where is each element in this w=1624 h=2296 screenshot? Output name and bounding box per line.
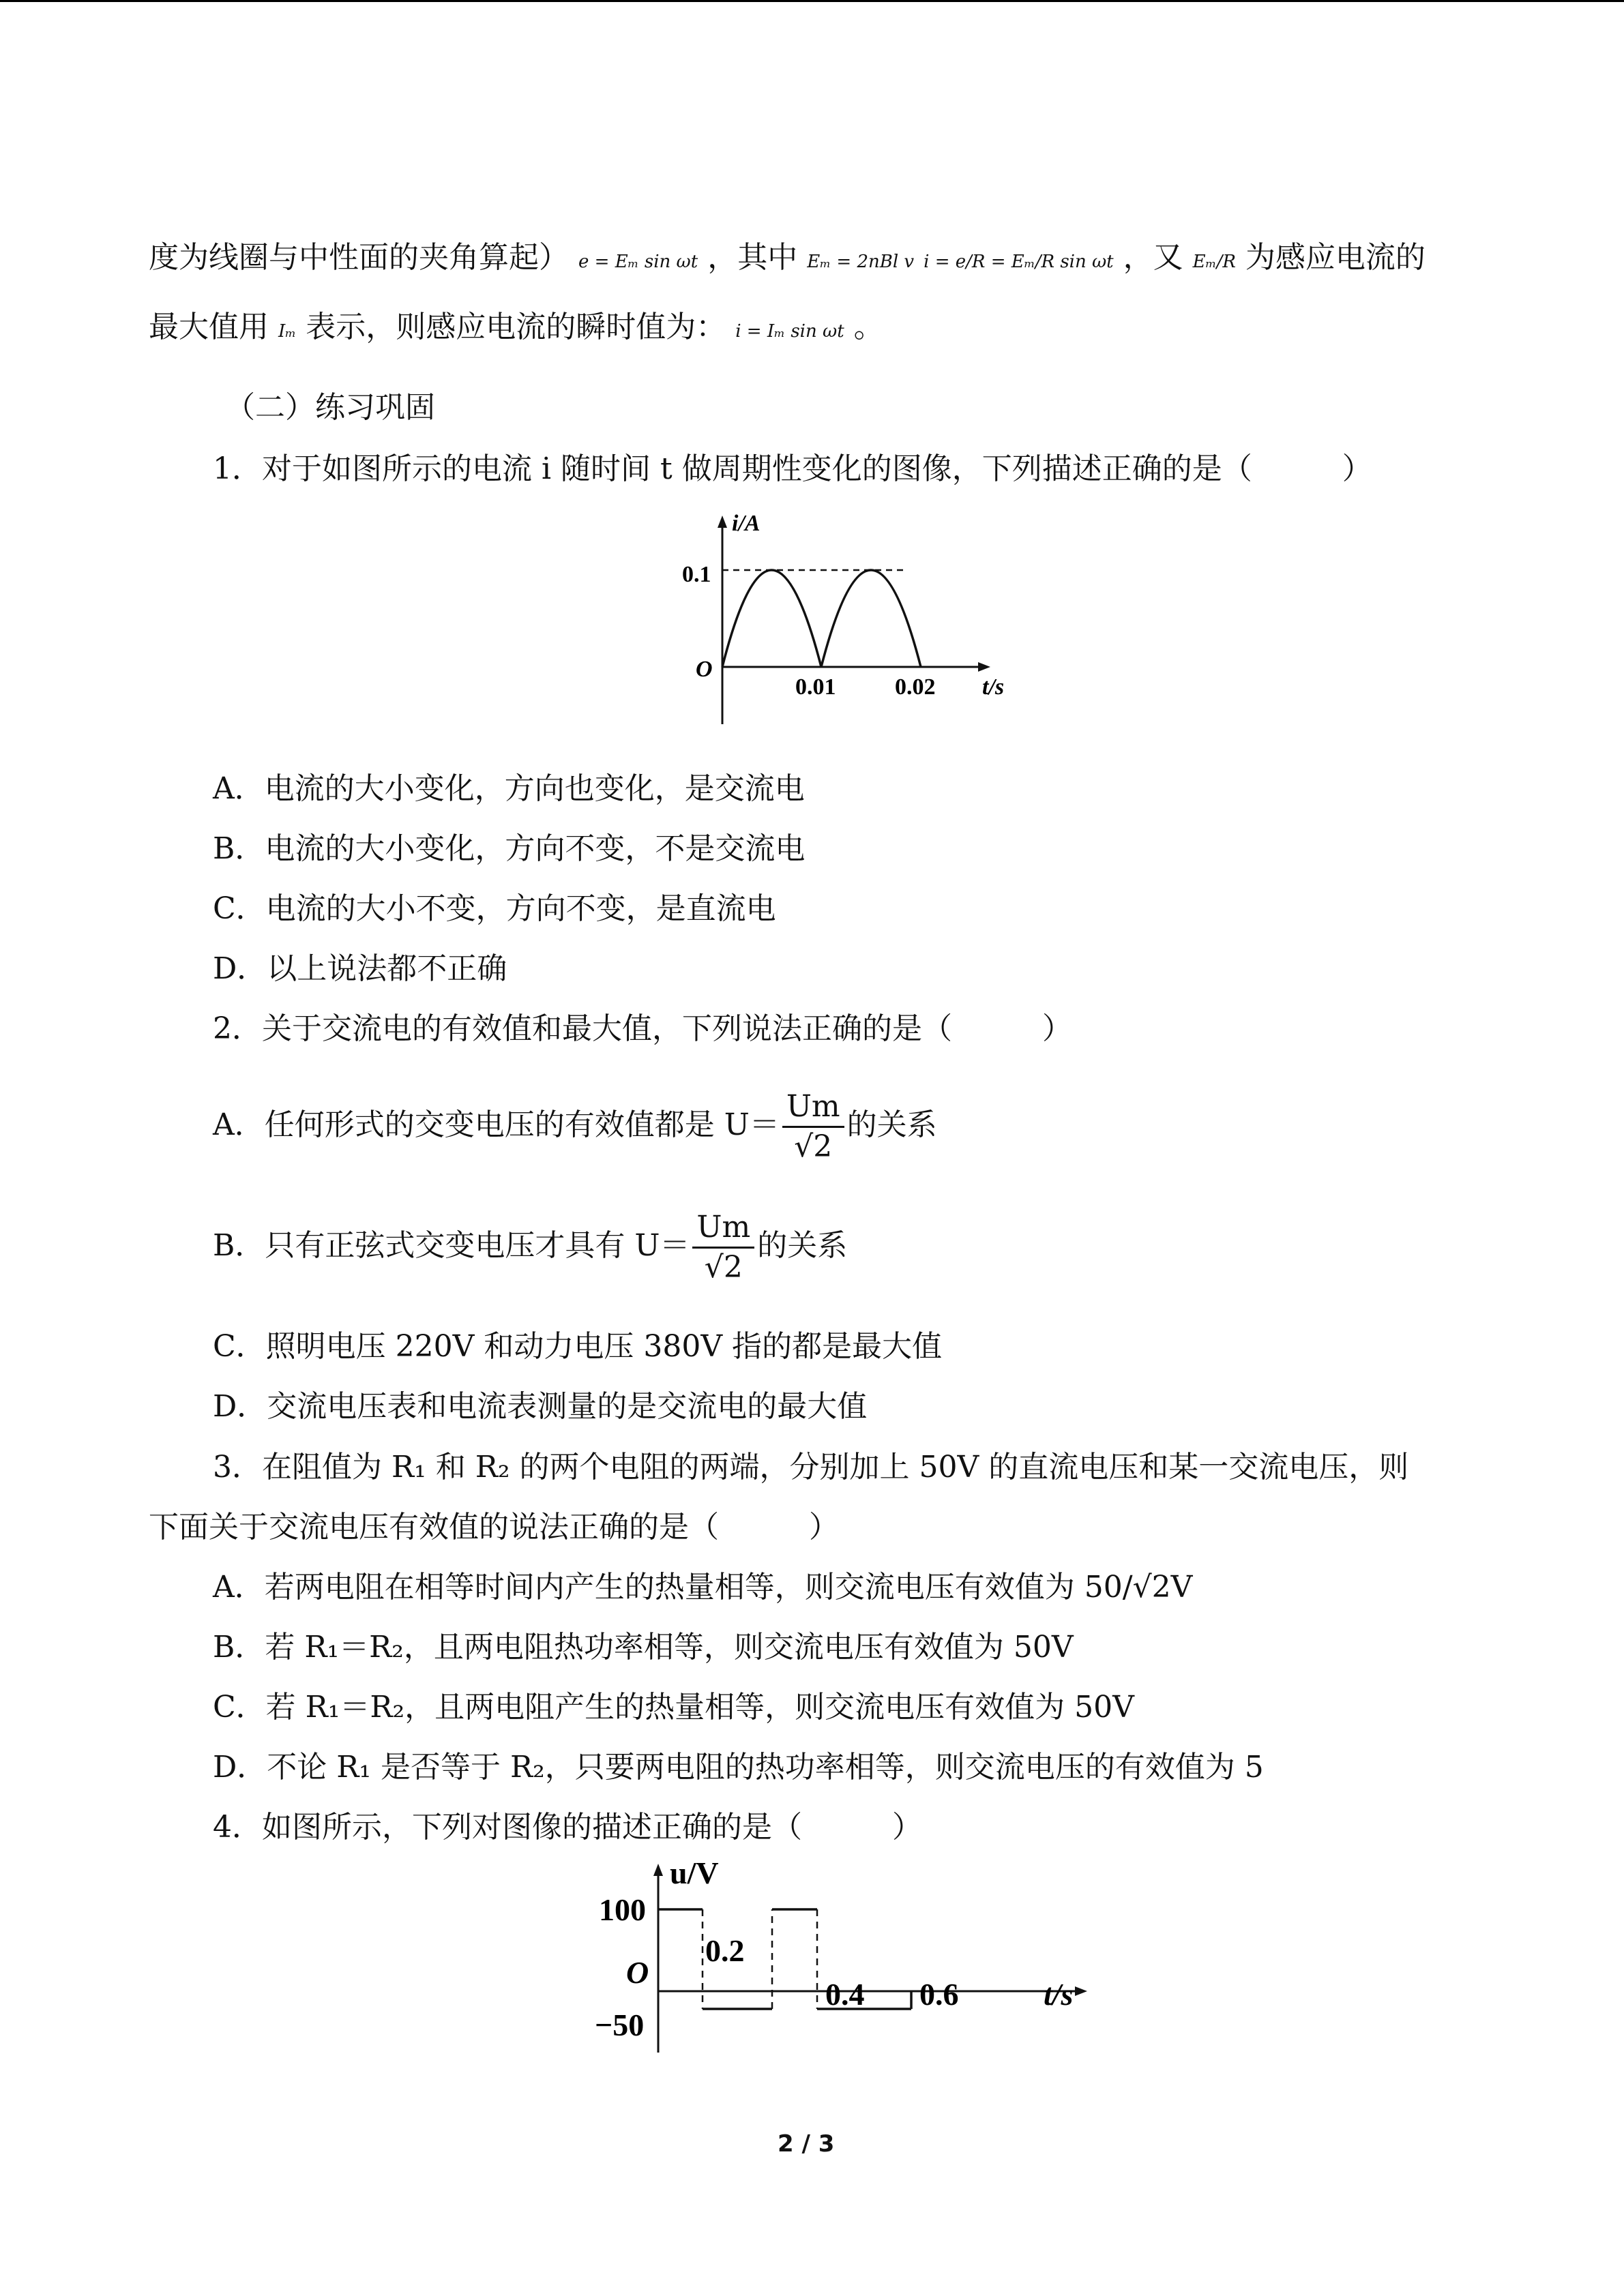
q2-option-b (213, 1198, 847, 1294)
q3-option-c: C．若 R₁＝R₂，且两电阻产生的热量相等，则交流电压有效值为 50V (213, 1690, 1134, 1725)
page-number: 2 / 3 (778, 2130, 835, 2158)
fig2-t2: 0.4 (825, 1977, 865, 2012)
q3-option-d: D．不论 R₁ 是否等于 R₂，只要两电阻的热功率相等，则交流电压的有效值为 5 (213, 1750, 1264, 1785)
q1-option-b: B．电流的大小变化，方向不变，不是交流电 (213, 831, 806, 866)
q1-option-d: D．以上说法都不正确 (213, 951, 507, 986)
intro-text: ，又 (1123, 240, 1183, 275)
fig2-origin: O (626, 1955, 649, 1990)
section-title: （二）练习巩固 (225, 390, 435, 425)
fig1-origin: O (696, 657, 713, 682)
intro-line-2 (149, 307, 884, 352)
intro-text: 表示，则感应电流的瞬时值为： (306, 310, 726, 344)
q2-option-d: D．交流电压表和电流表测量的是交流电的最大值 (213, 1389, 868, 1424)
figure-2-voltage-graph (580, 1848, 1105, 2066)
q3-option-b: B．若 R₁＝R₂，且两电阻热功率相等，则交流电压有效值为 50V (213, 1630, 1074, 1665)
q3-stem-line-1: 3．在阻值为 R₁ 和 R₂ 的两个电阻的两端，分别加上 50V 的直流电压和某一交流电压，则 (213, 1450, 1409, 1485)
fig2-y-arrow (653, 1864, 663, 1876)
q2-option-c: C．照明电压 220V 和动力电压 380V 指的都是最大值 (213, 1329, 943, 1364)
q1-option-a: A．电流的大小变化，方向也变化，是交流电 (213, 771, 805, 806)
formula-im: Iₘ (278, 321, 297, 342)
q2-option-a-text: A．任何形式的交变电压的有效值都是 U＝ (213, 1107, 780, 1142)
figure-1-current-graph (668, 505, 1023, 730)
fig1-second-half-wave (821, 570, 921, 667)
top-border (0, 0, 1624, 2)
q2-option-a (213, 1077, 937, 1173)
q2-option-b-text: 的关系 (757, 1228, 848, 1263)
fig2-xlabel: t/s (1044, 1977, 1074, 2012)
q2-option-a-text: 的关系 (846, 1107, 937, 1142)
fig1-x-arrow (978, 662, 990, 672)
formula-i: i = e/R = Eₘ/R sin ωt (924, 252, 1114, 272)
fraction-um-sqrt2 (692, 1211, 754, 1285)
fig2-t1: 0.2 (705, 1933, 745, 1968)
intro-text: 为感应电流的 (1245, 240, 1426, 275)
intro-text: 度为线圈与中性面的夹角算起） (149, 240, 569, 275)
fig2-t3: 0.6 (919, 1977, 959, 2012)
formula-ratio: Eₘ/R (1192, 252, 1236, 272)
fig1-xlabel: t/s (982, 674, 1005, 700)
q1-option-c: C．电流的大小不变，方向不变，是直流电 (213, 891, 776, 926)
q4-stem: 4．如图所示，下列对图像的描述正确的是（ ） (213, 1810, 922, 1845)
fig1-ylabel: i/A (732, 511, 761, 536)
intro-text: ，其中 (707, 240, 798, 275)
intro-text: 最大值用 (149, 310, 269, 344)
q3-option-a: A．若两电阻在相等时间内产生的热量相等，则交流电压有效值为 50/√2V (213, 1570, 1193, 1605)
fig2-ylabel: u/V (670, 1855, 719, 1890)
fraction-denominator: √2 (704, 1250, 743, 1285)
q1-stem: 1．对于如图所示的电流 i 随时间 t 做周期性变化的图像，下列描述正确的是（ ） (213, 451, 1372, 486)
fig1-x-tick-2: 0.02 (895, 674, 936, 700)
intro-line-1 (149, 237, 1426, 282)
q2-option-b-text: B．只有正弦式交变电压才具有 U＝ (213, 1228, 690, 1263)
q3-stem-line-2: 下面关于交流电压有效值的说法正确的是（ ） (149, 1510, 839, 1545)
formula-em: Eₘ = 2nBl v (807, 252, 915, 272)
formula-inst: i = Iₘ sin ωt (735, 321, 844, 342)
intro-text: 。 (853, 310, 884, 344)
fig2-x-arrow (1075, 1986, 1087, 1996)
fraction-numerator: Um (782, 1090, 844, 1128)
fraction-denominator: √2 (794, 1129, 833, 1164)
q2-stem: 2．关于交流电的有效值和最大值，下列说法正确的是（ ） (213, 1011, 1072, 1046)
formula-e: e = Eₘ sin ωt (578, 252, 698, 272)
fraction-numerator: Um (692, 1211, 754, 1249)
fig1-y-arrow (718, 516, 727, 528)
fig2-y-top: 100 (599, 1892, 646, 1927)
fig1-x-tick-1: 0.01 (795, 674, 836, 700)
fig1-first-half-wave (722, 570, 821, 667)
fig2-y-bottom: −50 (595, 2008, 645, 2042)
fig1-y-tick: 0.1 (682, 562, 711, 587)
fraction-um-sqrt2 (782, 1090, 844, 1164)
